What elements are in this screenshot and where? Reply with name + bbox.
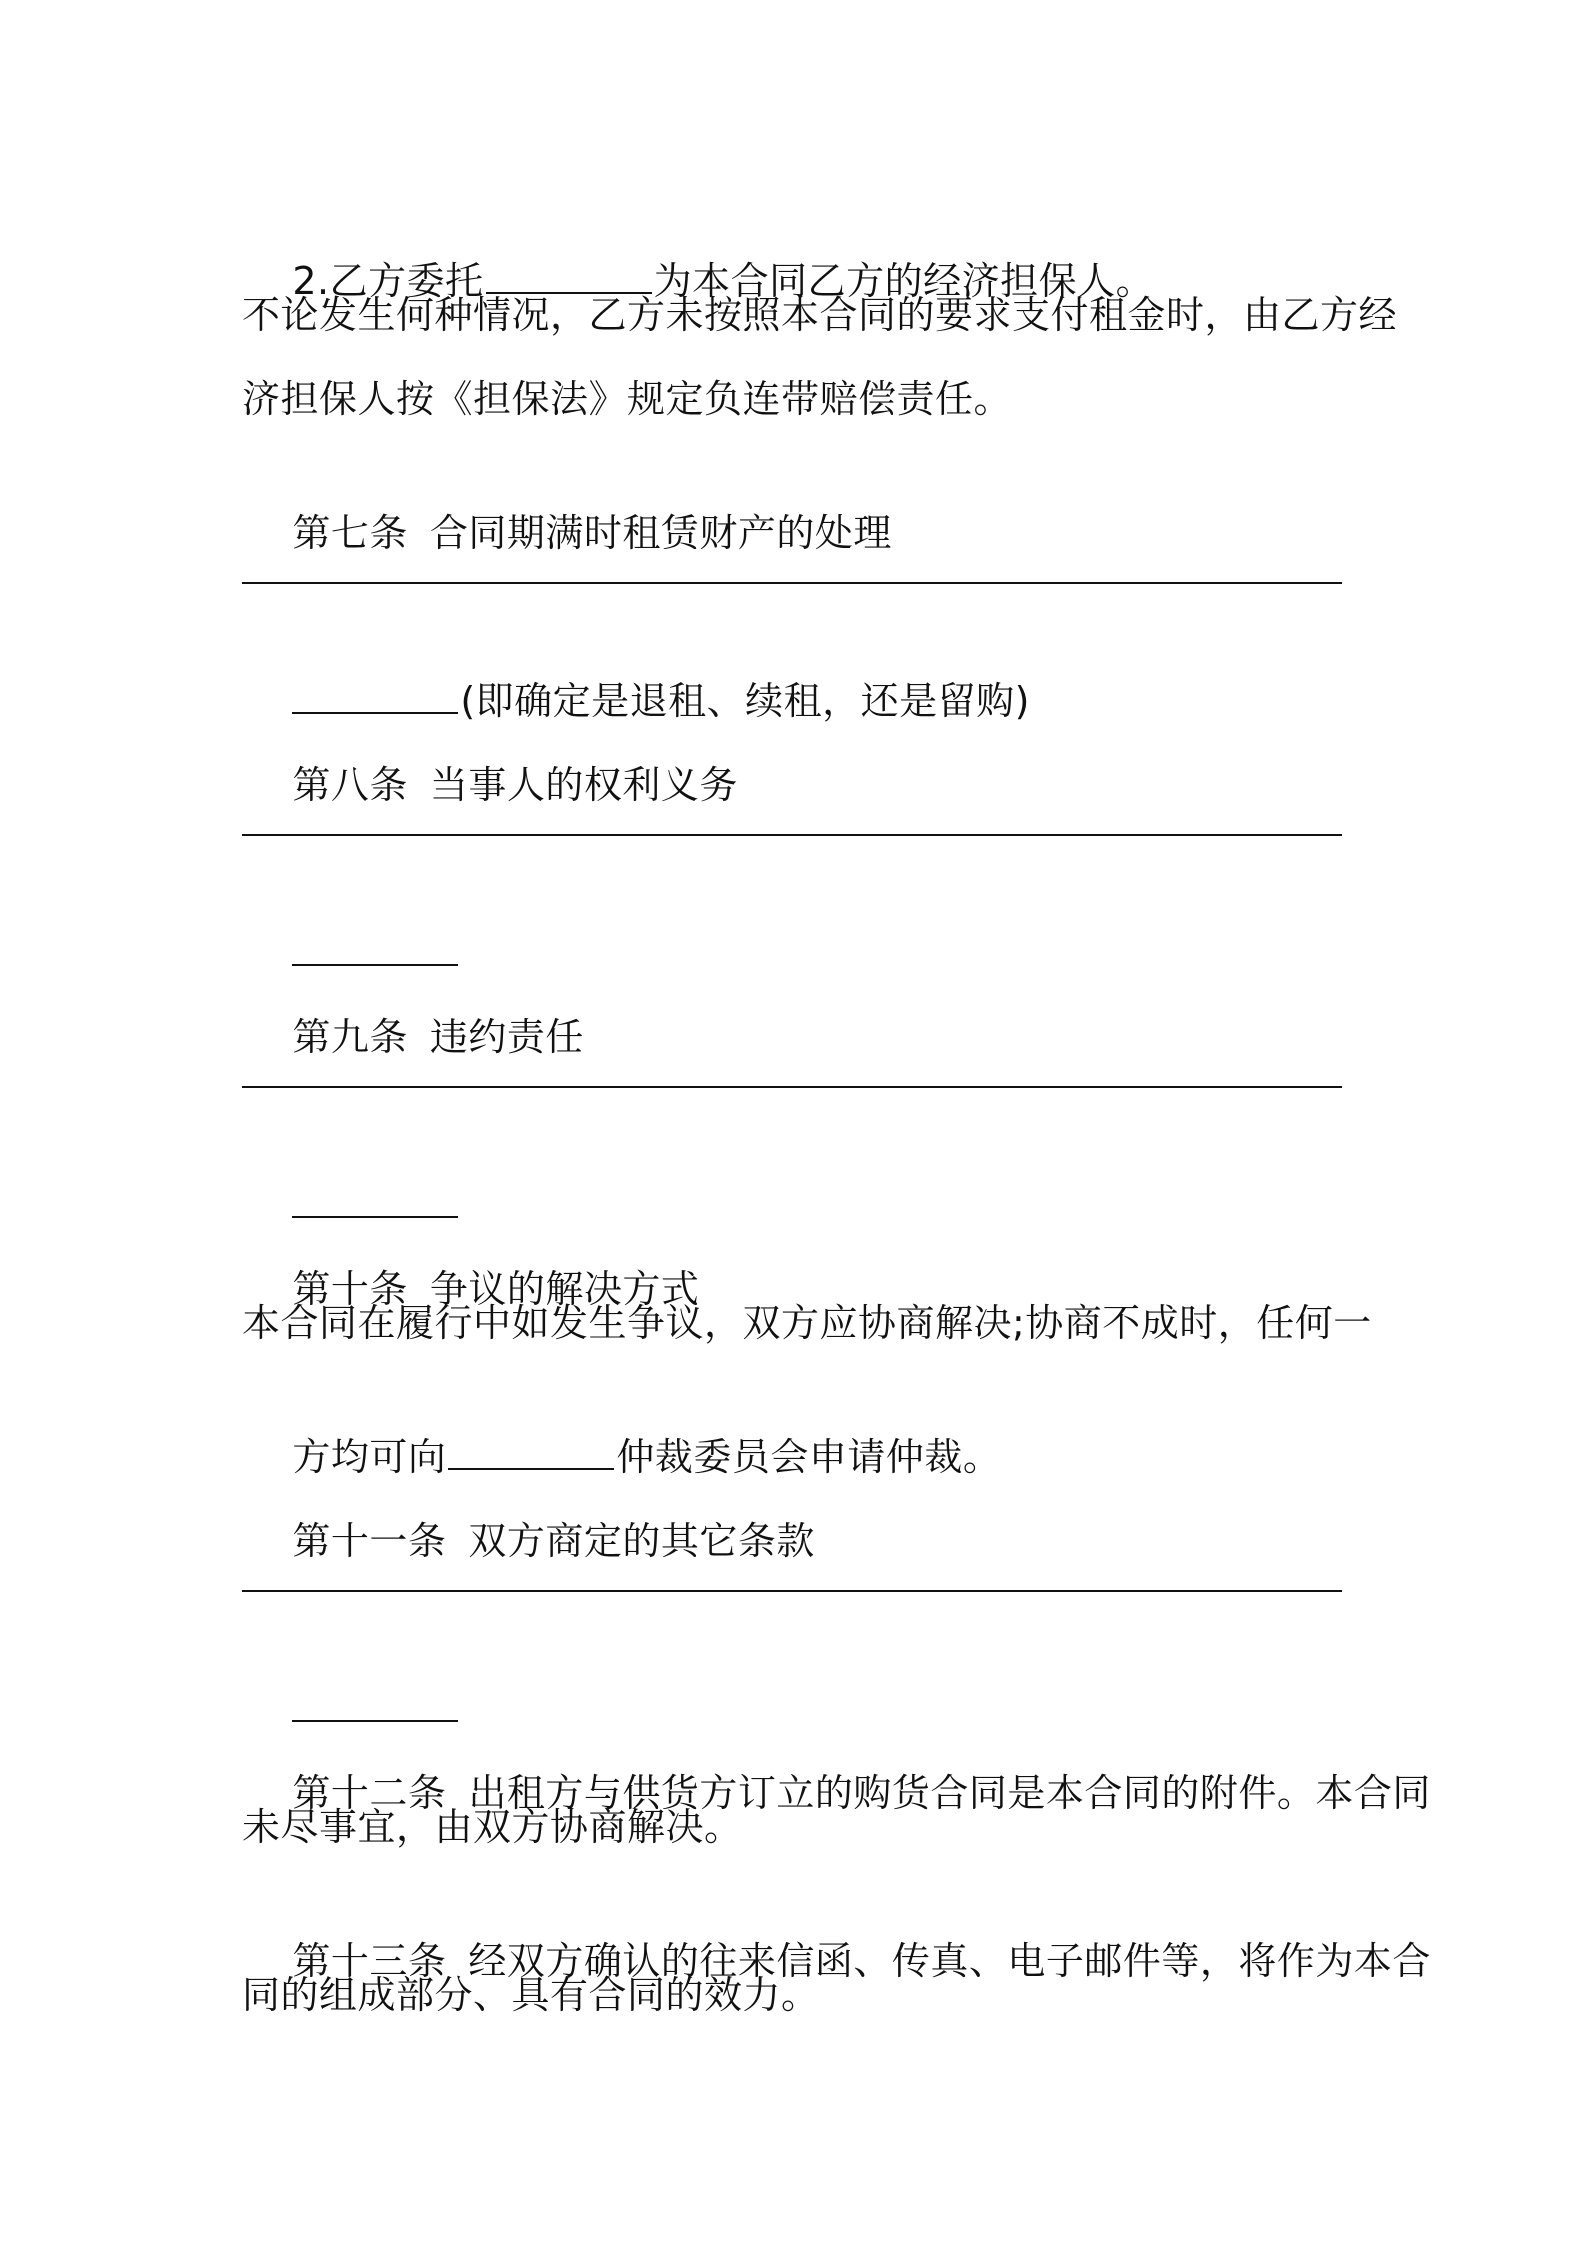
article-11-number: 第十一条: [292, 1519, 447, 1563]
guarantor-line-prefix: 2.乙方委托: [292, 259, 484, 303]
guarantor-line-suffix: 为本合同乙方的经济担保人。: [653, 259, 1155, 303]
article-9-short-blank[interactable]: [292, 1180, 458, 1218]
article-13-text-1: 经双方确认的往来信函、传真、电子邮件等，将作为本合: [468, 1939, 1431, 1983]
guarantor-paragraph-line-1: 不论发生何种情况，乙方未按照本合同的要求支付租金时，由乙方经: [242, 293, 1398, 337]
article-7-number: 第七条: [292, 511, 408, 555]
article-8-number: 第八条: [292, 763, 408, 807]
article-7-note: (即确定是退租、续租，还是留购): [460, 679, 1030, 723]
article-7-note-line: [242, 626, 1030, 723]
article-10-number: 第十条: [292, 1267, 408, 1311]
article-9-number: 第九条: [292, 1015, 408, 1059]
article-12-number: 第十二条: [292, 1771, 447, 1815]
article-10-body-line-2: [242, 1382, 1002, 1479]
article-13-line-1: [242, 1886, 1431, 1983]
article-8-fill-line[interactable]: [242, 834, 1342, 836]
article-12-text-1: 出租方与供货方订立的购货合同是本合同的附件。本合同: [468, 1771, 1431, 1815]
article-11-short-line: [242, 1634, 460, 1684]
article-9-short-line: [242, 1130, 460, 1180]
article-7-heading: [242, 458, 892, 555]
article-13-number: 第十三条: [292, 1939, 447, 1983]
article-8-heading: [242, 710, 738, 807]
arbitration-commission-blank[interactable]: [448, 1432, 614, 1470]
article-9-title: 违约责任: [429, 1015, 584, 1059]
article-10-heading: [242, 1214, 700, 1311]
article-8-title: 当事人的权利义务: [429, 763, 738, 807]
article-13-line-2: 同的组成部分、具有合同的效力。: [242, 1973, 820, 2017]
article-10-body-line-2-prefix: 方均可向: [292, 1435, 447, 1479]
article-10-title: 争议的解决方式: [429, 1267, 700, 1311]
article-7-fill-line[interactable]: [242, 582, 1342, 584]
article-10-body-line-2-suffix: 仲裁委员会申请仲裁。: [616, 1435, 1002, 1479]
article-11-heading: [242, 1466, 815, 1563]
article-11-short-blank[interactable]: [292, 1684, 458, 1722]
article-7-short-blank[interactable]: [292, 676, 458, 714]
article-11-fill-line[interactable]: [242, 1590, 1342, 1592]
guarantor-paragraph-line-2: 济担保人按《担保法》规定负连带赔偿责任。: [242, 377, 1013, 421]
article-10-body-line-1: 本合同在履行中如发生争议，双方应协商解决;协商不成时，任何一: [242, 1301, 1372, 1345]
guarantor-line: [242, 206, 1155, 303]
article-9-heading: [242, 962, 584, 1059]
article-12-line-1: [242, 1718, 1431, 1815]
article-7-title: 合同期满时租赁财产的处理: [429, 511, 892, 555]
article-11-title: 双方商定的其它条款: [468, 1519, 815, 1563]
article-12-line-2: 未尽事宜，由双方协商解决。: [242, 1805, 743, 1849]
article-8-short-line: [242, 878, 460, 928]
article-9-fill-line[interactable]: [242, 1086, 1342, 1088]
guarantor-name-blank[interactable]: [486, 256, 652, 294]
article-8-short-blank[interactable]: [292, 928, 458, 966]
